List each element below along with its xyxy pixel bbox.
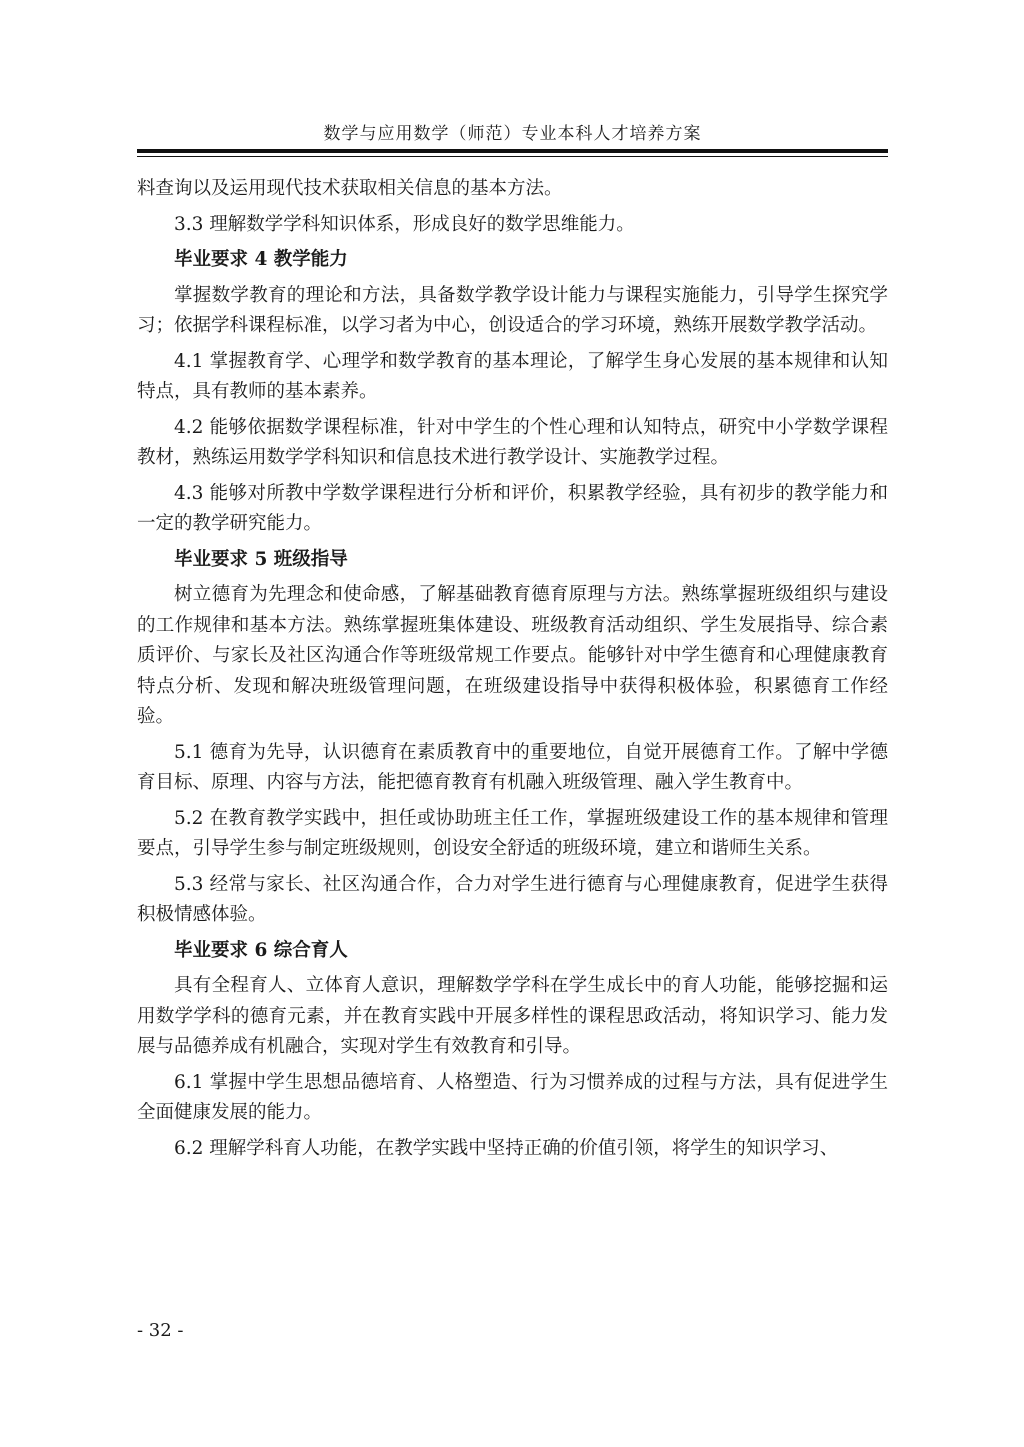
paragraph-5-1: 5.1 德育为先导，认识德育在素质教育中的重要地位，自觉开展德育工作。了解中学德育目标、原理、内容与方法，能把德育教育有机融入班级管理、融入学生教育中。: [137, 741, 888, 793]
header-rule-thick: [137, 149, 888, 153]
paragraph-4-1: 4.1 掌握教育学、心理学和数学教育的基本理论，了解学生身心发展的基本规律和认知特点，具有教师的基本素养。: [137, 350, 888, 402]
running-header: 数学与应用数学（师范）专业本科人才培养方案: [323, 124, 702, 144]
paragraph-continuation: 料查询以及运用现代技术获取相关信息的基本方法。: [137, 178, 563, 199]
header-rule-thin: [137, 156, 888, 157]
paragraph-4-3: 4.3 能够对所教中学数学课程进行分析和评价，积累教学经验，具有初步的教学能力和一定的教学研究能力。: [137, 482, 888, 534]
paragraph-6-2: 6.2 理解学科育人功能，在教学实践中坚持正确的价值引领，将学生的知识学习、: [174, 1137, 839, 1159]
paragraph-6-1: 6.1 掌握中学生思想品德培育、人格塑造、行为习惯养成的过程与方法，具有促进学生全面健康发展的能力。: [137, 1071, 888, 1123]
paragraph-requirement-6-summary: 具有全程育人、立体育人意识，理解数学学科在学生成长中的育人功能，能够挖掘和运用数学学科的德育元素，并在教育实践中开展多样性的课程思政活动，将知识学习、能力发展与品德养成有机融合，实现对学生有效教育和引导。: [137, 975, 888, 1057]
paragraph-requirement-4-summary: 掌握数学教育的理论和方法，具备数学教学设计能力与课程实施能力，引导学生探究学习；依据学科课程标准，以学习者为中心，创设适合的学习环境，熟练开展数学教学活动。: [137, 284, 888, 336]
paragraph-4-2: 4.2 能够依据数学课程标准，针对中学生的个性心理和认知特点，研究中小学数学课程教材，熟练运用数学学科知识和信息技术进行教学设计、实施教学过程。: [137, 416, 888, 468]
paragraph-5-2: 5.2 在教育教学实践中，担任或协助班主任工作，掌握班级建设工作的基本规律和管理要点，引导学生参与制定班级规则，创设安全舒适的班级环境，建立和谐师生关系。: [137, 807, 888, 859]
paragraph-5-3: 5.3 经常与家长、社区沟通合作，合力对学生进行德育与心理健康教育，促进学生获得积极情感体验。: [137, 873, 888, 925]
page-number: - 32 -: [137, 1320, 184, 1341]
paragraph-requirement-5-summary: 树立德育为先理念和使命感，了解基础教育德育原理与方法。熟练掌握班级组织与建设的工作规律和基本方法。熟练掌握班集体建设、班级教育活动组织、学生发展指导、综合素质评价、与家长及社区沟通合作等班级常规工作要点。能够针对中学生德育和心理健康教育特点分析、发现和解决班级管理问题，在班级建设指导中获得积极体验，积累德育工作经验。: [137, 584, 888, 727]
section-heading-requirement-5: 毕业要求 5 班级指导: [174, 548, 348, 570]
section-heading-requirement-4: 毕业要求 4 教学能力: [174, 249, 348, 270]
paragraph-3-3: 3.3 理解数学学科知识体系，形成良好的数学思维能力。: [174, 213, 635, 235]
section-heading-requirement-6: 毕业要求 6 综合育人: [174, 939, 348, 961]
body-text: [137, 174, 888, 1169]
